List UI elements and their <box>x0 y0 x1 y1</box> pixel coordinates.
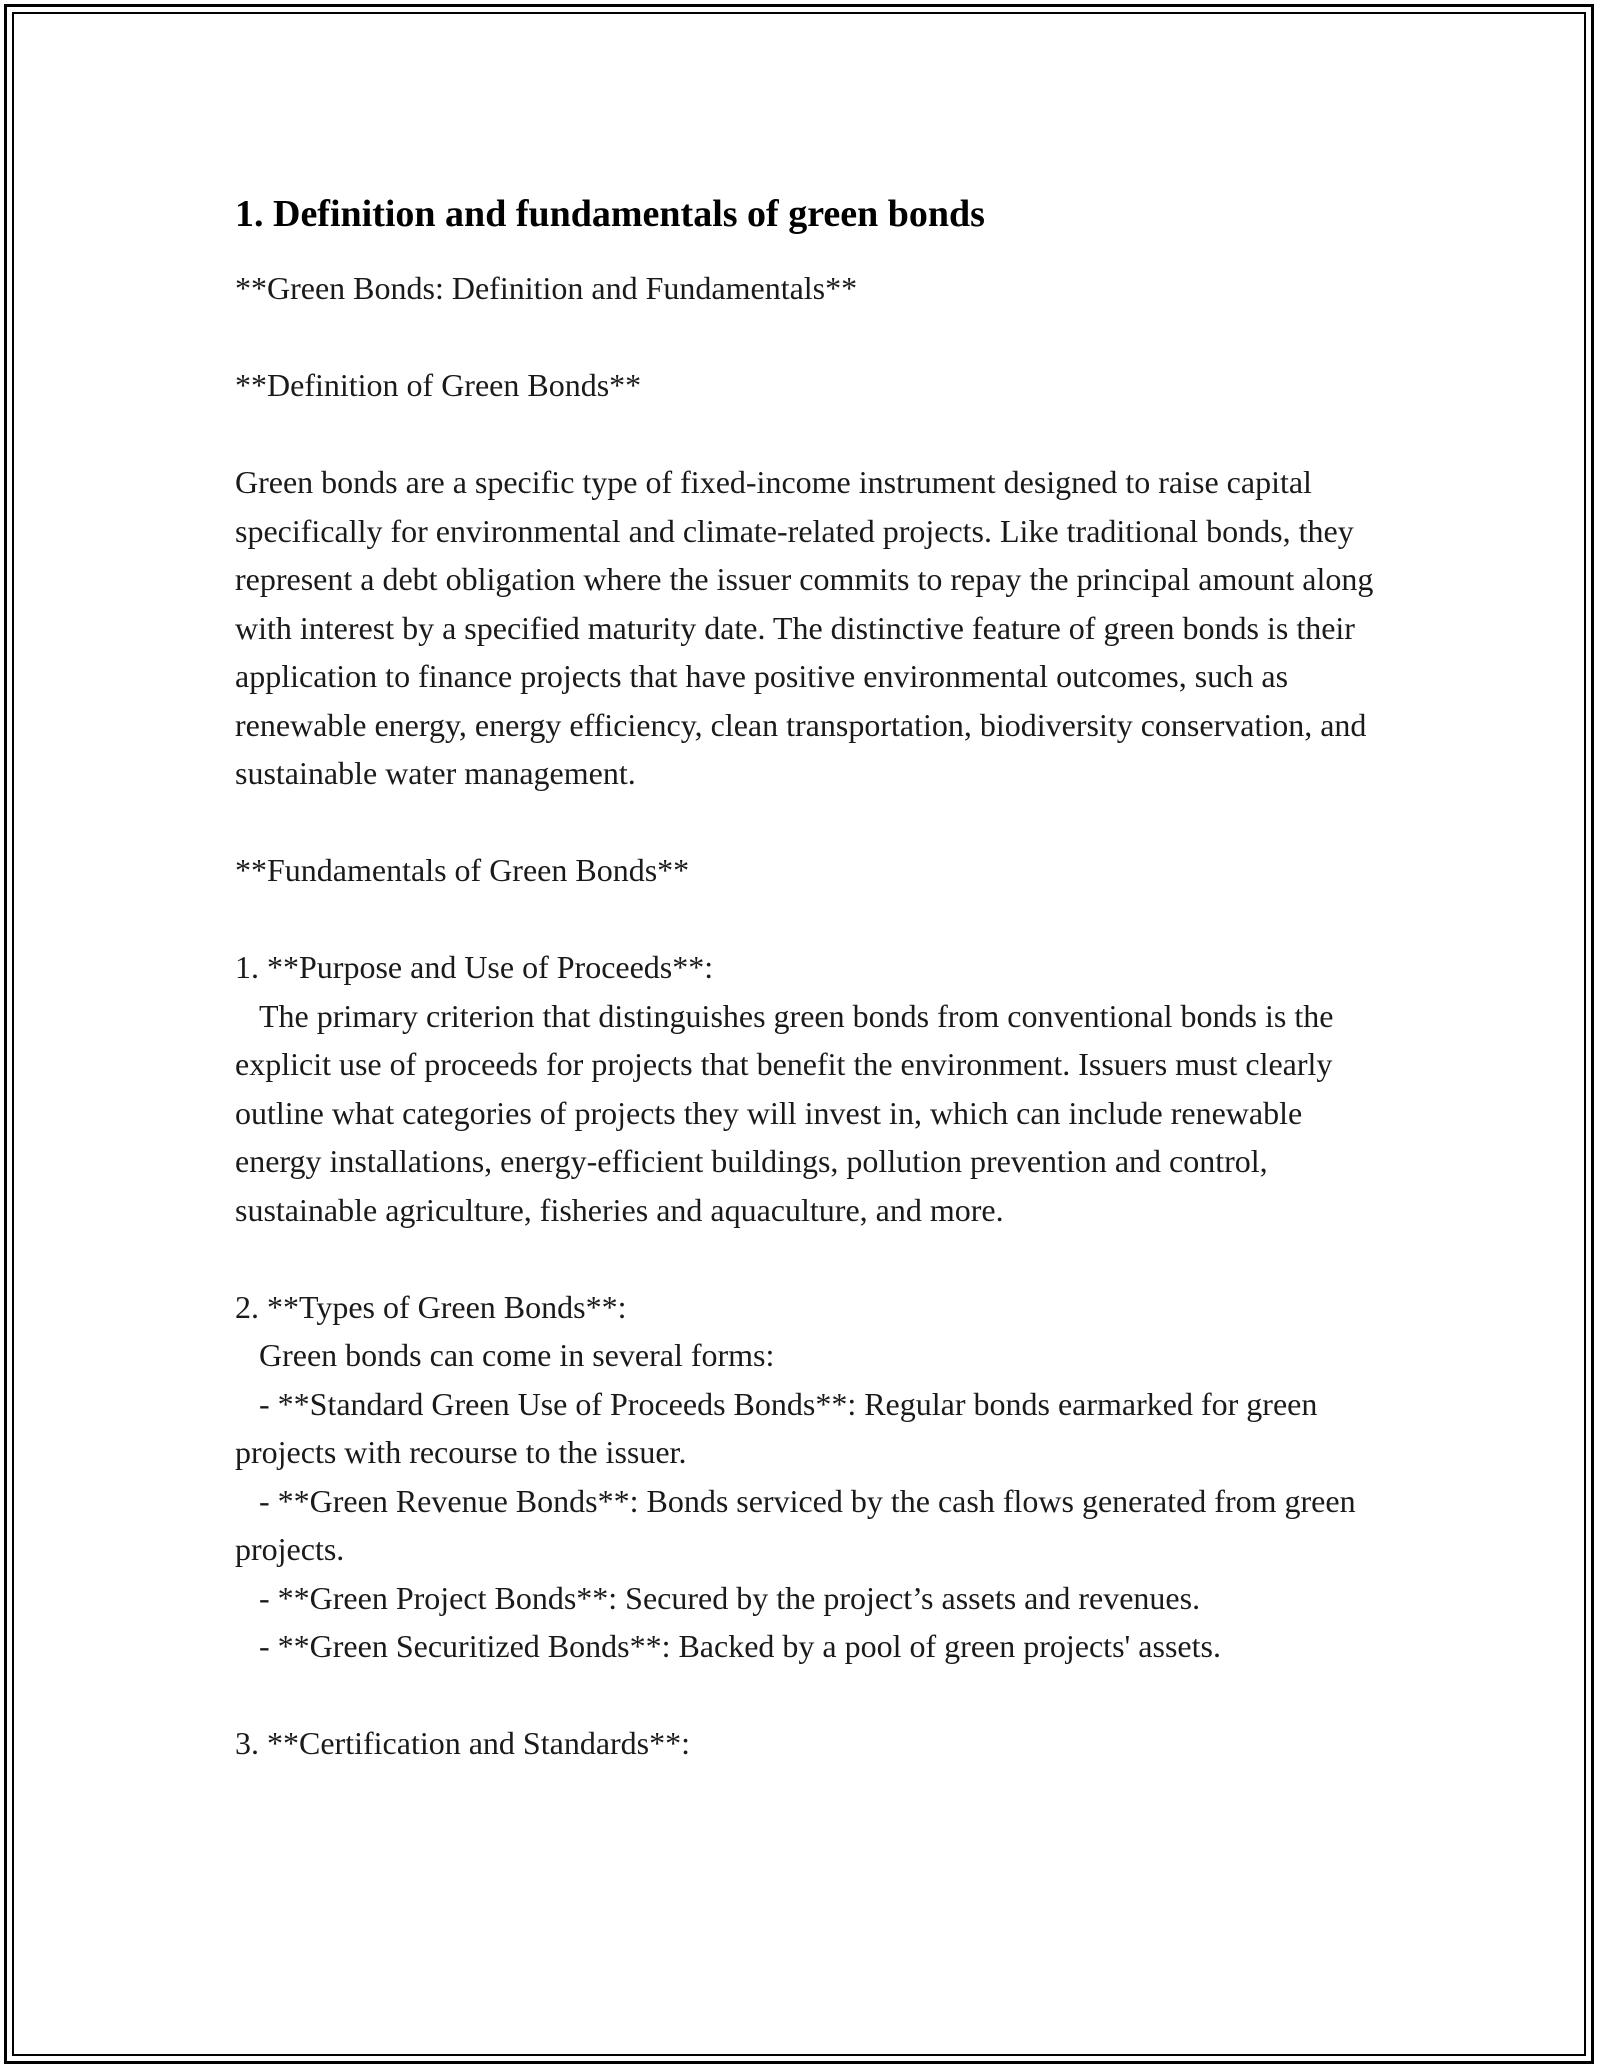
definition-paragraph: Green bonds are a specific type of fixed-income instrument designed to raise capital specifically for environmental and climate-related projects. Like traditional bonds, they represent a debt obligation where the issuer commits to repay the principal amount along with interest by a specified maturity date. The distinctive feature of green bonds is their application to finance projects that have positive environmental outcomes, such as renewable energy, energy efficiency, clean transportation, biodiversity conservation, and sustainable water management. <box>235 464 1382 791</box>
item-types-intro: Green bonds can come in several forms: <box>235 1337 775 1373</box>
fundamentals-heading: **Fundamentals of Green Bonds** <box>235 852 690 888</box>
bullet-project-bonds: - **Green Project Bonds**: Secured by the project’s assets and revenues. <box>235 1579 1201 1616</box>
item-types-title: 2. **Types of Green Bonds**: <box>235 1288 627 1325</box>
bullet-standard-bonds: - **Standard Green Use of Proceeds Bonds**: Regular bonds earmarked for green projects with recourse to the issuer. <box>235 1385 1326 1470</box>
item-purpose-text: The primary criterion that distinguishes green bonds from conventional bonds is the explicit use of proceeds for projects that benefit the environment. Issuers must clearly outline what categories of projects they will invest in, which can include renewable energy installations, energy-efficient buildings, pollution prevention and control, sustainable agriculture, fisheries and aquaculture, and more. <box>235 997 1342 1228</box>
item-certification-title: 3. **Certification and Standards**: <box>235 1725 691 1761</box>
document-subtitle: **Green Bonds: Definition and Fundamentals** <box>235 270 858 306</box>
bullet-revenue-bonds: - **Green Revenue Bonds**: Bonds serviced by the cash flows generated from green projects. <box>235 1482 1364 1567</box>
bullet-securitized-bonds: - **Green Securitized Bonds**: Backed by a pool of green projects' assets. <box>235 1628 1221 1664</box>
document-body <box>235 186 1385 1768</box>
section-heading: 1. Definition and fundamentals of green bonds <box>235 193 985 235</box>
item-purpose-title: 1. **Purpose and Use of Proceeds**: <box>235 949 714 985</box>
definition-heading: **Definition of Green Bonds** <box>235 367 642 403</box>
